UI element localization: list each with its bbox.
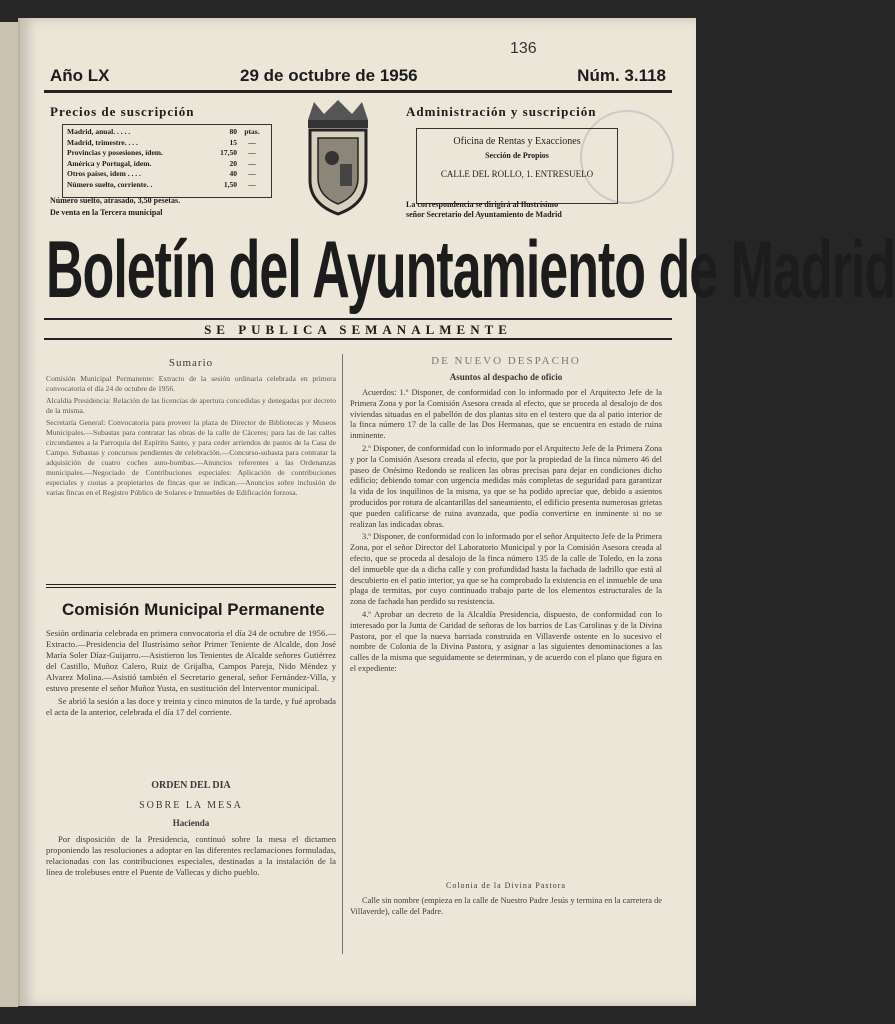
masthead-tagline: SE PUBLICA SEMANALMENTE [204, 322, 512, 337]
administration-address: CALLE DEL ROLLO, 1. ENTRESUELO [440, 169, 594, 179]
subscription-row-value: 1,50 [223, 179, 237, 189]
folio-number: 136 [510, 40, 537, 57]
column-divider [342, 354, 343, 954]
despacho-subtitle: Asuntos al despacho de oficio [449, 372, 563, 382]
sumario-title: Sumario [168, 357, 214, 369]
hacienda-text: Por disposición de la Presidencia, continuó sobre la mesa el dictamen proponiendo las resoluciones a adoptar en las diferentes reclamaciones formuladas, relacionadas con las contribuciones especiales, destinadas a la instalación de la línea de trolebuses entre el Puente de Vallecas y dicho pueblo. [46, 834, 336, 877]
issue-number: Núm. 3.118 [577, 66, 666, 85]
despacho-paragraph: Acuerdos: 1.º Disponer, de conformidad con lo informado por el Arquitecto Jefe de la Primera Zona y por la Comisión Asesora creada al efecto, que se proceda al desalojo de dos viviendas situadas en el pabellón de dos plantas sito en el testero que da al patio interior de la finca número 17 de la calle de las Dos Hermanas, que se encuentra en estado de ruina inminente. [350, 388, 662, 441]
page-edge [0, 22, 18, 1007]
comision-text [46, 628, 336, 720]
subscription-row-label: América y Portugal, ídem. [67, 158, 152, 168]
subscription-row [67, 159, 267, 170]
newspaper-page [18, 18, 895, 1006]
subscription-title: Precios de suscripción [50, 104, 195, 119]
issue-year: Año LX [50, 66, 110, 85]
despacho-title: DE NUEVO DESPACHO [431, 355, 581, 367]
despacho-text [350, 388, 662, 677]
subscription-table [62, 124, 272, 198]
administration-note-2: señor Secretario del Ayuntamiento de Madrid [406, 210, 562, 219]
subscription-row-value: 17,50 [220, 148, 237, 157]
comision-paragraph: Se abrió la sesión a las doce y treinta y cinco minutos de la tarde, y fué aprobada el acta de la anterior, celebrada el día 17 del corriente. [46, 696, 336, 717]
administration-office: Oficina de Rentas y Exacciones [453, 136, 581, 147]
subscription-row-label: Provincias y posesiones, ídem. [67, 148, 163, 157]
subscription-row [67, 169, 267, 180]
subscription-row-value: 20 [229, 158, 237, 168]
subscription-row [67, 127, 267, 138]
sumario-item: Alcaldía Presidencia: Relación de las licencias de apertura concedidas y denegadas por decreto de la misma. [46, 396, 336, 415]
subscription-row-label: Madrid, trimestre. . . . [67, 137, 138, 147]
subscription-row-unit: — [248, 137, 256, 147]
subscription-row [67, 148, 267, 159]
subscription-row-unit: — [248, 148, 256, 157]
administration-title: Administración y suscripción [406, 104, 597, 119]
subscription-note-2: De venta en la Tercera municipal [50, 208, 163, 217]
madrid-coat-of-arms-icon [298, 98, 378, 218]
sumario-item: Secretaría General: Convocatoria para proveer la plaza de Director de Bibliotecas y Museos Municipales.—Subastas para contratar las obras de la calle de Cáceres; para las de las calles circundantes a la Parroquia del Espíritu Santo, y para ceder arriendos de pastos de la Casa de Campo. Subastas y concursos pendientes de celebración.—Concurso-subasta para contratar la adquisición de cuatro coches auto-bombas.—Anuncios referentes a las Ordenanzas municipales.—Negociado de Contribuciones especiales: Aplicación de contribuciones especiales y cuotas a propietarios de fincas que se indican.—Anuncios sobre inclusión de varias fincas en el Registro Público de Solares e Inmuebles de Edificación forzosa. [46, 418, 336, 497]
sumario-item: Comisión Municipal Permanente: Extracto de la sesión ordinaria celebrada en primera convocatoria el día 24 de octubre de 1956. [46, 374, 336, 393]
administration-note-1: La correspondencia se dirigirá al Ilustrísimo [406, 200, 559, 209]
header-rule [44, 90, 672, 93]
comision-title: Comisión Municipal Permanente [62, 600, 325, 619]
subscription-row [67, 180, 267, 191]
administration-box [416, 128, 618, 204]
subscription-row-unit: — [248, 158, 256, 168]
hacienda-heading: Hacienda [172, 818, 210, 828]
masthead-rule-top [44, 318, 672, 320]
despacho-paragraph: 4.º Aprobar un decreto de la Alcaldía Presidencia, dispuesto, de conformidad con lo interesado por la Junta de Caridad de señoras de los barrios de Las Carolinas y de la Divina Pastora, por el que la nueva barriada construida en Villaverde ostente en lo sucesivo el nombre de Colonia de la Divina Pastora, y asignar a las siguientes denominaciones a las calles de la misma que seguidamente se determinan, y de acuerdo con el plano que figura en el expediente: [350, 609, 662, 673]
issue-date: 29 de octubre de 1956 [240, 66, 418, 85]
subscription-row-value: 80 [229, 127, 237, 136]
issue-header [50, 66, 666, 90]
sobre-la-mesa: SOBRE LA MESA [139, 800, 243, 811]
sumario-rule-2 [46, 587, 336, 588]
despacho-paragraph: 3.º Disponer, de conformidad con lo informado por el señor Arquitecto Jefe de la Primera Zona, por el señor Director del Laboratorio Municipal y por la Comisión Asesora creada al efecto, que se proceda al desalojo de la finca número 135 de la calle de Toledo, en la zona del inmueble que da a dicha calle y con profundidad hasta la fachada de ladrillo que está al descubierto en el patio interior, ya que se ha comprobado la existencia en el inmueble de una plaga de termitas, por cuyo continuado trabajo parte de los elementos estructurales de la zona de fachada han perdido su resistencia. [350, 532, 662, 607]
subscription-row [67, 138, 267, 149]
subscription-row-value: 15 [229, 137, 237, 147]
sumario-list [46, 374, 336, 500]
subscription-row-label: Otros países, ídem . . . . [67, 169, 141, 178]
colonia-heading: Colonia de la Divina Pastora [446, 881, 566, 890]
sumario-rule [46, 584, 336, 585]
masthead-rule-bottom [44, 338, 672, 340]
colonia-text: Calle sin nombre (empieza en la calle de Nuestro Padre Jesús y termina en la carretera de Villaverde), calle del Padre. [350, 896, 662, 916]
subscription-row-unit: — [248, 169, 256, 178]
despacho-paragraph: 2.º Disponer, de conformidad con lo informado por el Arquitecto Jefe de la Primera Zona y por la Comisión Asesora creada al efecto, que por la propiedad de la finca número 46 del paseo de Onésimo Redondo se realicen las obras precisas para dejar en condiciones dicho edificio; debiendo tomar con urgencia medidas más completas de seguridad para garantizar la vida de los inquilinos de la misma, ya que se ha podido apreciar que, debido a asientos producidos por rotura de alcantarillas del saneamiento, el edificio presenta numerosas grietas que pueden calificarse de ruina avanzada, que podía convertirse en inminente si no se realizan las indicadas obras. [350, 443, 662, 529]
comision-paragraph: Sesión ordinaria celebrada en primera convocatoria el día 24 de octubre de 1956.—Extracto.—Presidencia del Ilustrísimo señor Primer Teniente de Alcalde, don José María Soler Díaz-Guijarro.—Asistieron los Tenientes de Alcalde señores Gutiérrez del Castillo, Muñoz Calero, Ruiz de Grijalba, Campos Pareja, Nido Méndez y Alvarez Molina.—Asistió también el Secretario general, señor Fernández-Villa, y estuvo presente el señor Muñoz Yusta, en sustitución del Interventor municipal. [46, 628, 336, 693]
administration-section: Sección de Propios [485, 151, 549, 160]
subscription-row-unit: ptas. [244, 127, 260, 136]
subscription-row-label: Número suelto, corriente. . [67, 179, 153, 189]
subscription-row-unit: — [248, 179, 256, 189]
subscription-note-1: Número suelto, atrasado, 3,50 pesetas. [50, 196, 181, 205]
orden-del-dia: ORDEN DEL DIA [151, 780, 231, 791]
subscription-row-label: Madrid, anual. . . . . [67, 127, 131, 136]
masthead-title: Boletín del Ayuntamiento de Madrid [46, 225, 895, 316]
subscription-row-value: 40 [229, 169, 237, 178]
